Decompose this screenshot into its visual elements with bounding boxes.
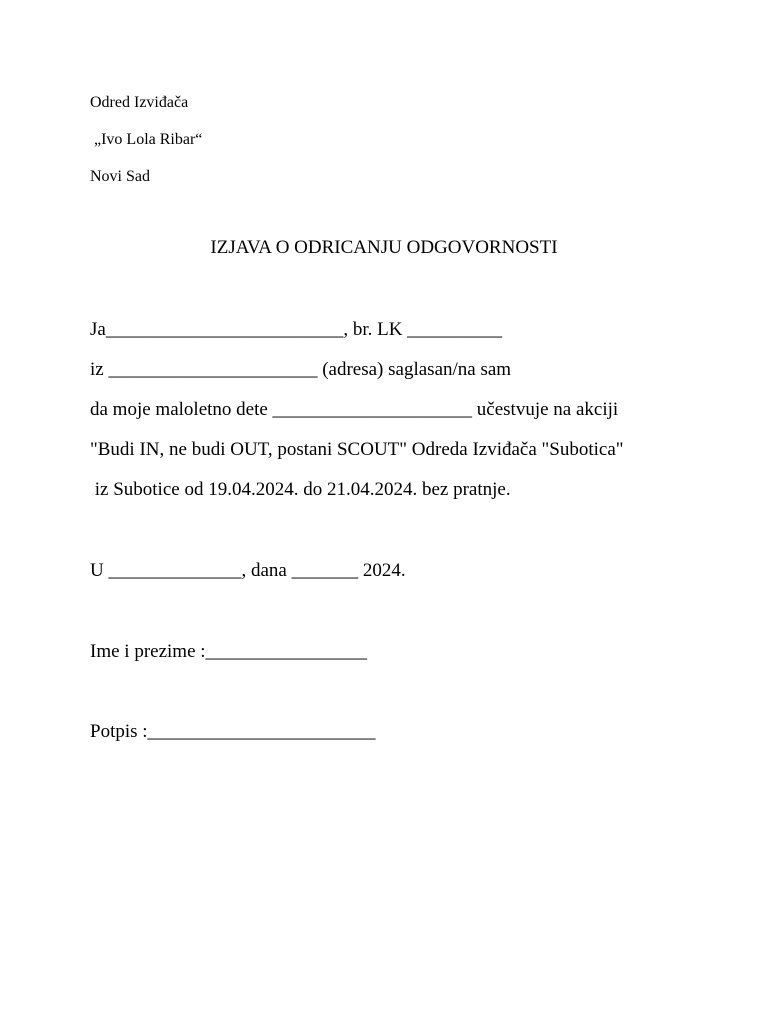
document-title: IZJAVA O ODRICANJU ODGOVORNOSTI	[210, 237, 558, 258]
statement-line-event: "Budi IN, ne budi OUT, postani SCOUT" Odreda Izviđača "Subotica"	[90, 439, 624, 460]
organization-unit: „Ivo Lola Ribar“	[90, 131, 203, 148]
statement-line-dates: iz Subotice od 19.04.2024. do 21.04.2024. bez pratnje.	[90, 479, 511, 500]
full-name-field: Ime i prezime :_________________	[90, 641, 368, 662]
organization-name: Odred Izviđača	[90, 94, 189, 111]
statement-line-child: da moje maloletno dete _____________________ učestvuje na akciji	[90, 399, 619, 420]
statement-line-address: iz ______________________ (adresa) saglasan/na sam	[90, 359, 512, 380]
organization-city: Novi Sad	[90, 168, 150, 185]
place-date-line: U ______________, dana _______ 2024.	[90, 560, 406, 581]
statement-line-name: Ja_________________________, br. LK __________	[90, 319, 503, 340]
signature-field: Potpis :________________________	[90, 721, 376, 742]
